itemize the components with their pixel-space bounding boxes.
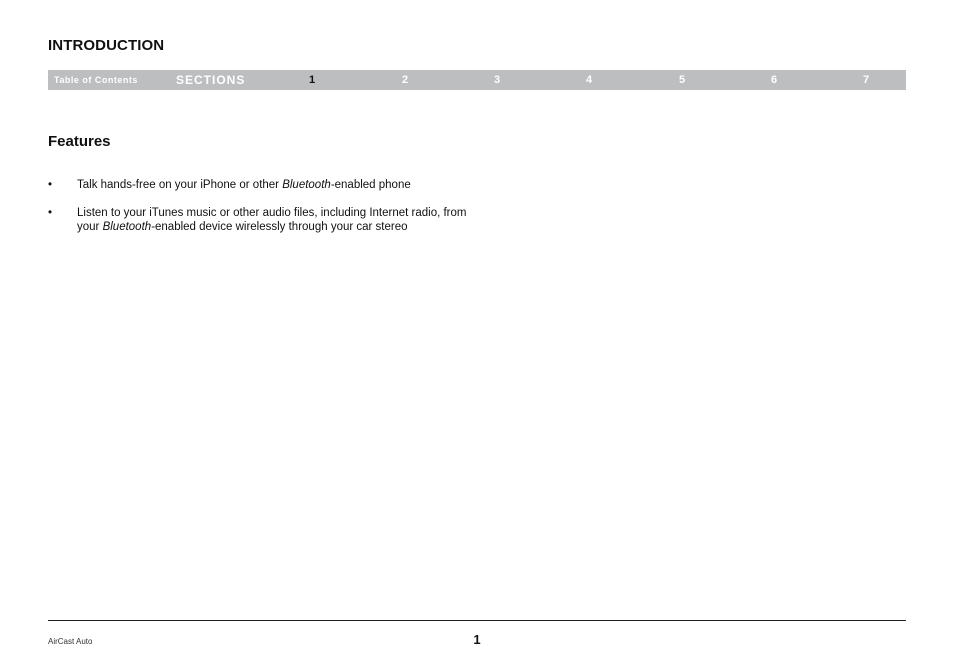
features-heading: Features xyxy=(48,133,111,150)
features-list xyxy=(48,178,468,248)
footer-product-name: AirCast Auto xyxy=(48,637,93,646)
section-link-2[interactable]: 2 xyxy=(401,74,409,86)
section-link-4[interactable]: 4 xyxy=(585,74,593,86)
table-of-contents-link[interactable]: Table of Contents xyxy=(54,75,138,85)
sections-label: SECTIONS xyxy=(176,73,246,87)
list-item xyxy=(48,178,468,192)
list-item-text: -enabled device wirelessly through your car stereo xyxy=(151,221,408,233)
list-item-text: -enabled phone xyxy=(330,179,411,191)
bullet-icon: • xyxy=(48,207,53,219)
section-link-5[interactable]: 5 xyxy=(678,74,686,86)
section-nav-bar xyxy=(48,70,906,90)
list-item-text: Talk hands-free on your iPhone or other xyxy=(77,179,283,191)
footer-divider xyxy=(48,620,906,621)
bullet-icon: • xyxy=(48,179,53,191)
page-number: 1 xyxy=(473,632,481,647)
page-title: INTRODUCTION xyxy=(48,37,165,54)
list-item xyxy=(48,206,468,234)
list-item-text: Listen to your iTunes music or other audio files, including Internet radio, from your xyxy=(77,207,467,233)
section-link-7[interactable]: 7 xyxy=(862,74,870,86)
section-link-3[interactable]: 3 xyxy=(493,74,501,86)
section-link-1[interactable]: 1 xyxy=(308,74,316,86)
list-item-italic-text: Bluetooth xyxy=(282,179,331,191)
list-item-italic-text: Bluetooth xyxy=(102,221,152,233)
section-link-6[interactable]: 6 xyxy=(770,74,778,86)
